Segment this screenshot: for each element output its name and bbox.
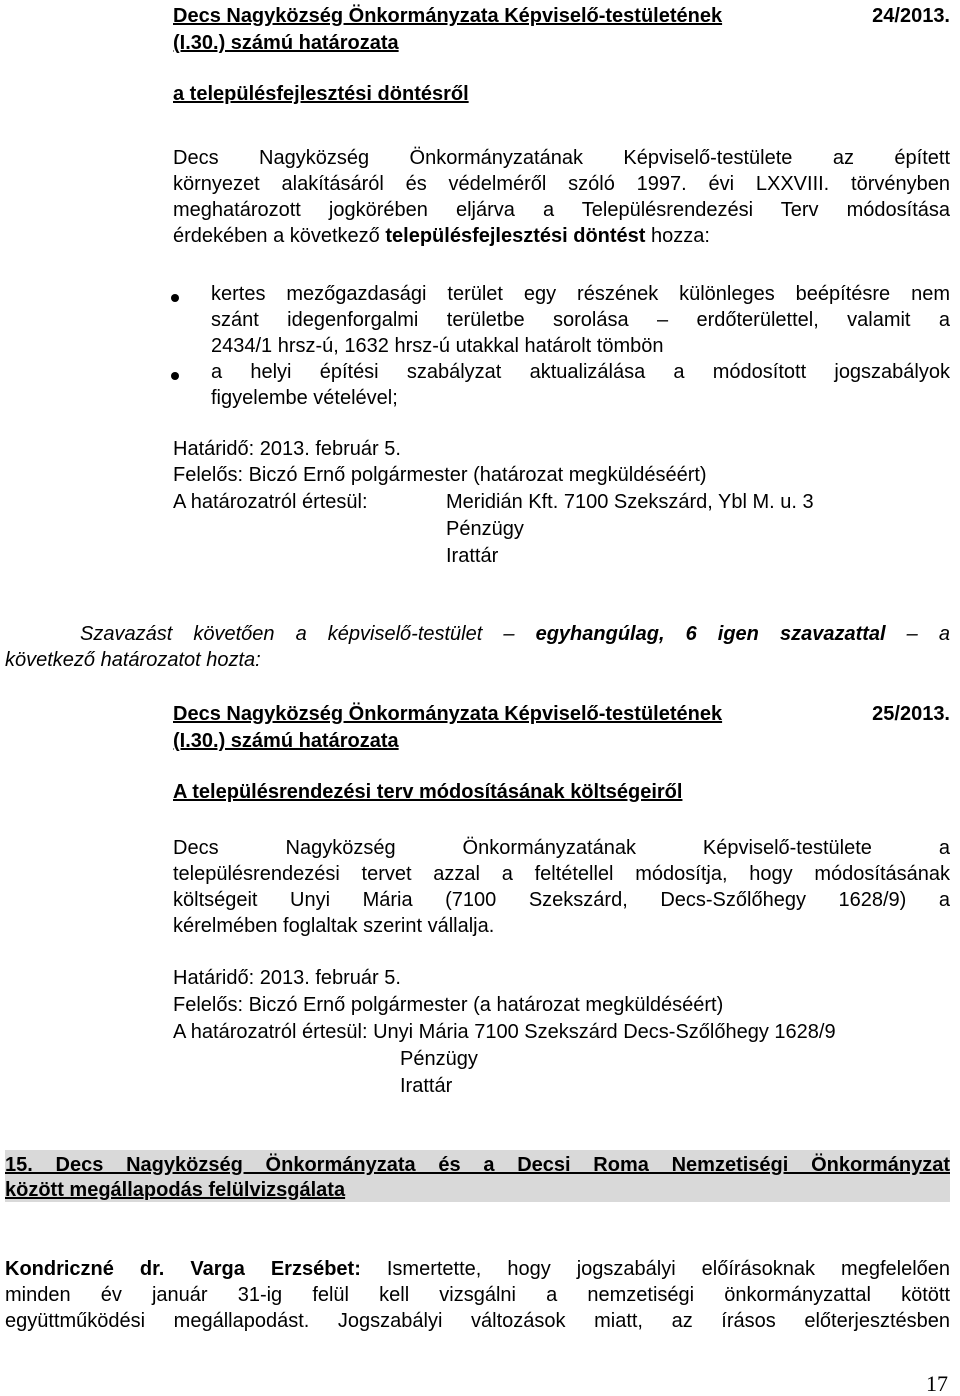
resolution1-title-line2: (I.30.) számú határozata [173, 32, 399, 54]
resolution1-title-line1 [173, 4, 950, 28]
resolution2-notified: A határozatról értesül: Unyi Mária 7100 Szekszárd Decs-Szőlőhegy 1628/9 [173, 1021, 836, 1043]
resolution2-responsible: Felelős: Biczó Ernő polgármester (a határozat megküldéséért) [173, 994, 724, 1016]
resolution2-subject: A településrendezési terv módosításának költségeiről [173, 781, 683, 803]
resolution2-body-line1: Decs Nagyközség Önkormányzatának Képviselő-testülete a [173, 837, 950, 859]
resolution1-subject: a településfejlesztési döntésről [173, 83, 469, 105]
bullet-icon [171, 372, 179, 380]
bullet-icon [171, 294, 179, 302]
speech-line3: együttműködési megállapodást. Jogszabályi változások miatt, az írásos előterjesztésben [5, 1310, 950, 1332]
resolution1-notified-3: Irattár [446, 545, 499, 567]
bullet2-line2: figyelembe vételével; [211, 387, 398, 409]
resolution1-responsible: Felelős: Biczó Ernő polgármester (határozat megküldéséért) [173, 464, 707, 486]
speaker-name: Kondriczné dr. Varga Erzsébet: [5, 1258, 361, 1280]
resolution2-title-left: Decs Nagyközség Önkormányzata Képviselő-testületének [173, 703, 723, 725]
section15-title-line2: között megállapodás felülvizsgálata [5, 1179, 346, 1201]
resolution1-body-line1: Decs Nagyközség Önkormányzatának Képviselő-testülete az épített [173, 147, 950, 169]
section15-title-line1: 15. Decs Nagyközség Önkormányzata és a Decsi Roma Nemzetiségi Önkormányzat [5, 1154, 950, 1176]
resolution2-notified-3: Irattár [400, 1075, 453, 1097]
resolution2-title-line2: (I.30.) számú határozata [173, 730, 399, 752]
speech-line2: minden év január 31-ig felül kell vizsgálni a nemzetiségi önkormányzattal kötött [5, 1284, 950, 1306]
resolution1-deadline: Határidő: 2013. február 5. [173, 438, 401, 460]
resolution2-title-line1 [173, 702, 950, 726]
page-number: 17 [926, 1371, 948, 1396]
resolution2-body-line4: kérelmében foglaltak szerint vállalja. [173, 915, 495, 937]
resolution2-title-number: 25/2013. [872, 703, 950, 725]
resolution1-body-line4: érdekében a következő településfejlesztési döntést hozza: [173, 225, 710, 247]
bullet1-line1: kertes mezőgazdasági terület egy részének különleges beépítésre nem [211, 283, 950, 305]
resolution1-notified-label: A határozatról értesül: [173, 491, 368, 513]
resolution2-deadline: Határidő: 2013. február 5. [173, 967, 401, 989]
resolution1-notified-2: Pénzügy [446, 518, 524, 540]
resolution1-body-line2: környezet alakításáról és védelméről szóló 1997. évi LXXVIII. törvényben [173, 173, 950, 195]
bullet1-line2: szánt idegenforgalmi területbe sorolása – erdőterülettel, valamit a [211, 309, 950, 331]
vote-line2: következő határozatot hozta: [5, 649, 261, 671]
resolution1-title-left: Decs Nagyközség Önkormányzata Képviselő-testületének [173, 5, 723, 27]
decision-type: településfejlesztési döntést [385, 225, 646, 247]
vote-line1: Szavazást követően a képviselő-testület – egyhangúlag, 6 igen szavazattal – a [80, 623, 950, 645]
bullet2-line1: a helyi építési szabályzat aktualizálása a módosított jogszabályok [211, 361, 950, 383]
vote-result: egyhangúlag, 6 igen szavazattal [535, 623, 886, 645]
resolution1-title-number: 24/2013. [872, 5, 950, 27]
resolution2-body-line3: költségeit Unyi Mária (7100 Szekszárd, Decs-Szőlőhegy 1628/9) a [173, 889, 950, 911]
resolution2-body-line2: településrendezési tervet azzal a feltétellel módosítja, hogy módosításának [173, 863, 950, 885]
resolution1-notified-1: Meridián Kft. 7100 Szekszárd, Ybl M. u. 3 [446, 491, 814, 513]
resolution1-body-line3: meghatározott jogkörében eljárva a Településrendezési Terv módosítása [173, 199, 950, 221]
speech-line1: Kondriczné dr. Varga Erzsébet: Ismertette, hogy jogszabályi előírásoknak megfelelően [5, 1258, 950, 1280]
bullet1-line3: 2434/1 hrsz-ú, 1632 hrsz-ú utakkal határolt tömbön [211, 335, 664, 357]
resolution2-notified-2: Pénzügy [400, 1048, 478, 1070]
